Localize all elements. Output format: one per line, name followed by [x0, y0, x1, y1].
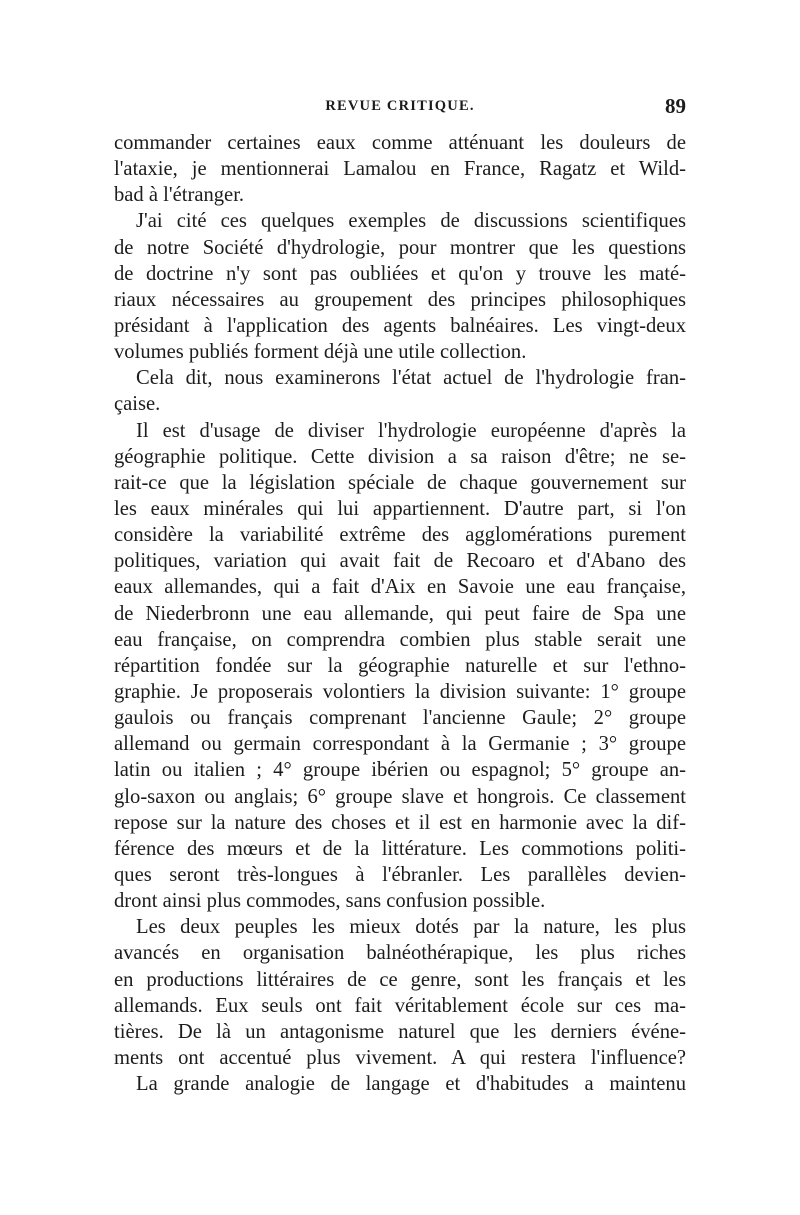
text-line: J'ai cité ces quelques exemples de discussions scientifiques: [136, 210, 686, 233]
text-line: repose sur la nature des choses et il est en harmonie avec la dif-: [114, 811, 686, 834]
text-line: latin ou italien ; 4° groupe ibérien ou espagnol; 5° groupe an-: [114, 759, 686, 782]
body-text: [114, 130, 686, 1097]
text-line: avancés en organisation balnéothérapique, les plus riches: [114, 942, 686, 965]
text-line: l'ataxie, je mentionnerai Lamalou en France, Ragatz et Wild-: [114, 158, 686, 181]
text-line: rait-ce que la législation spéciale de chaque gouvernement sur: [114, 471, 686, 494]
text-line: politiques, variation qui avait fait de Recoaro et d'Abano des: [114, 550, 686, 573]
text-line: géographie politique. Cette division a sa raison d'être; ne se-: [114, 445, 686, 468]
page-header: [114, 96, 686, 130]
text-line: eaux allemandes, qui a fait d'Aix en Savoie une eau française,: [114, 576, 686, 599]
text-line: çaise.: [114, 393, 161, 416]
text-line: férence des mœurs et de la littérature. Les commotions politi-: [114, 837, 686, 860]
document-page: [114, 96, 686, 1097]
text-line: les eaux minérales qui lui appartiennent. D'autre part, si l'on: [114, 497, 686, 520]
text-line: graphie. Je proposerais volontiers la division suivante: 1° groupe: [114, 680, 686, 703]
text-line: de notre Société d'hydrologie, pour montrer que les questions: [114, 236, 686, 259]
text-line: considère la variabilité extrême des agglomérations purement: [114, 524, 686, 547]
text-line: bad à l'étranger.: [114, 184, 245, 207]
text-line: en productions littéraires de ce genre, sont les français et les: [114, 968, 686, 991]
text-line: tières. De là un antagonisme naturel que les derniers événe-: [114, 1020, 686, 1043]
text-line: riaux nécessaires au groupement des principes philosophiques: [114, 288, 686, 311]
text-line: gaulois ou français comprenant l'ancienne Gaule; 2° groupe: [114, 707, 686, 730]
running-head: REVUE CRITIQUE.: [325, 98, 475, 114]
text-line: ques seront très-longues à l'ébranler. Les parallèles devien-: [114, 863, 686, 886]
text-line: de doctrine n'y sont pas oubliées et qu'on y trouve les maté-: [114, 262, 686, 285]
text-line: La grande analogie de langage et d'habitudes a maintenu: [136, 1073, 686, 1096]
text-line: Les deux peuples les mieux dotés par la nature, les plus: [136, 916, 686, 939]
text-line: commander certaines eaux comme atténuant les douleurs de: [114, 132, 686, 154]
text-line: eau française, on comprendra combien plus stable serait une: [114, 628, 686, 651]
text-line: Cela dit, nous examinerons l'état actuel de l'hydrologie fran-: [136, 367, 686, 390]
text-line: glo-saxon ou anglais; 6° groupe slave et hongrois. Ce classement: [114, 785, 686, 808]
text-line: ments ont accentué plus vivement. A qui restera l'influence?: [114, 1046, 686, 1069]
text-line: volumes publiés forment déjà une utile collection.: [114, 341, 527, 364]
text-line: Il est d'usage de diviser l'hydrologie européenne d'après la: [136, 419, 686, 442]
text-line: de Niederbronn une eau allemande, qui peut faire de Spa une: [114, 602, 686, 625]
text-line: allemand ou germain correspondant à la Germanie ; 3° groupe: [114, 733, 686, 756]
page-number: 89: [665, 94, 686, 118]
text-line: allemands. Eux seuls ont fait véritablement école sur ces ma-: [114, 994, 686, 1017]
text-line: présidant à l'application des agents balnéaires. Les vingt-deux: [114, 314, 686, 337]
text-line: répartition fondée sur la géographie naturelle et sur l'ethno-: [114, 654, 686, 677]
text-line: dront ainsi plus commodes, sans confusion possible.: [114, 890, 546, 913]
